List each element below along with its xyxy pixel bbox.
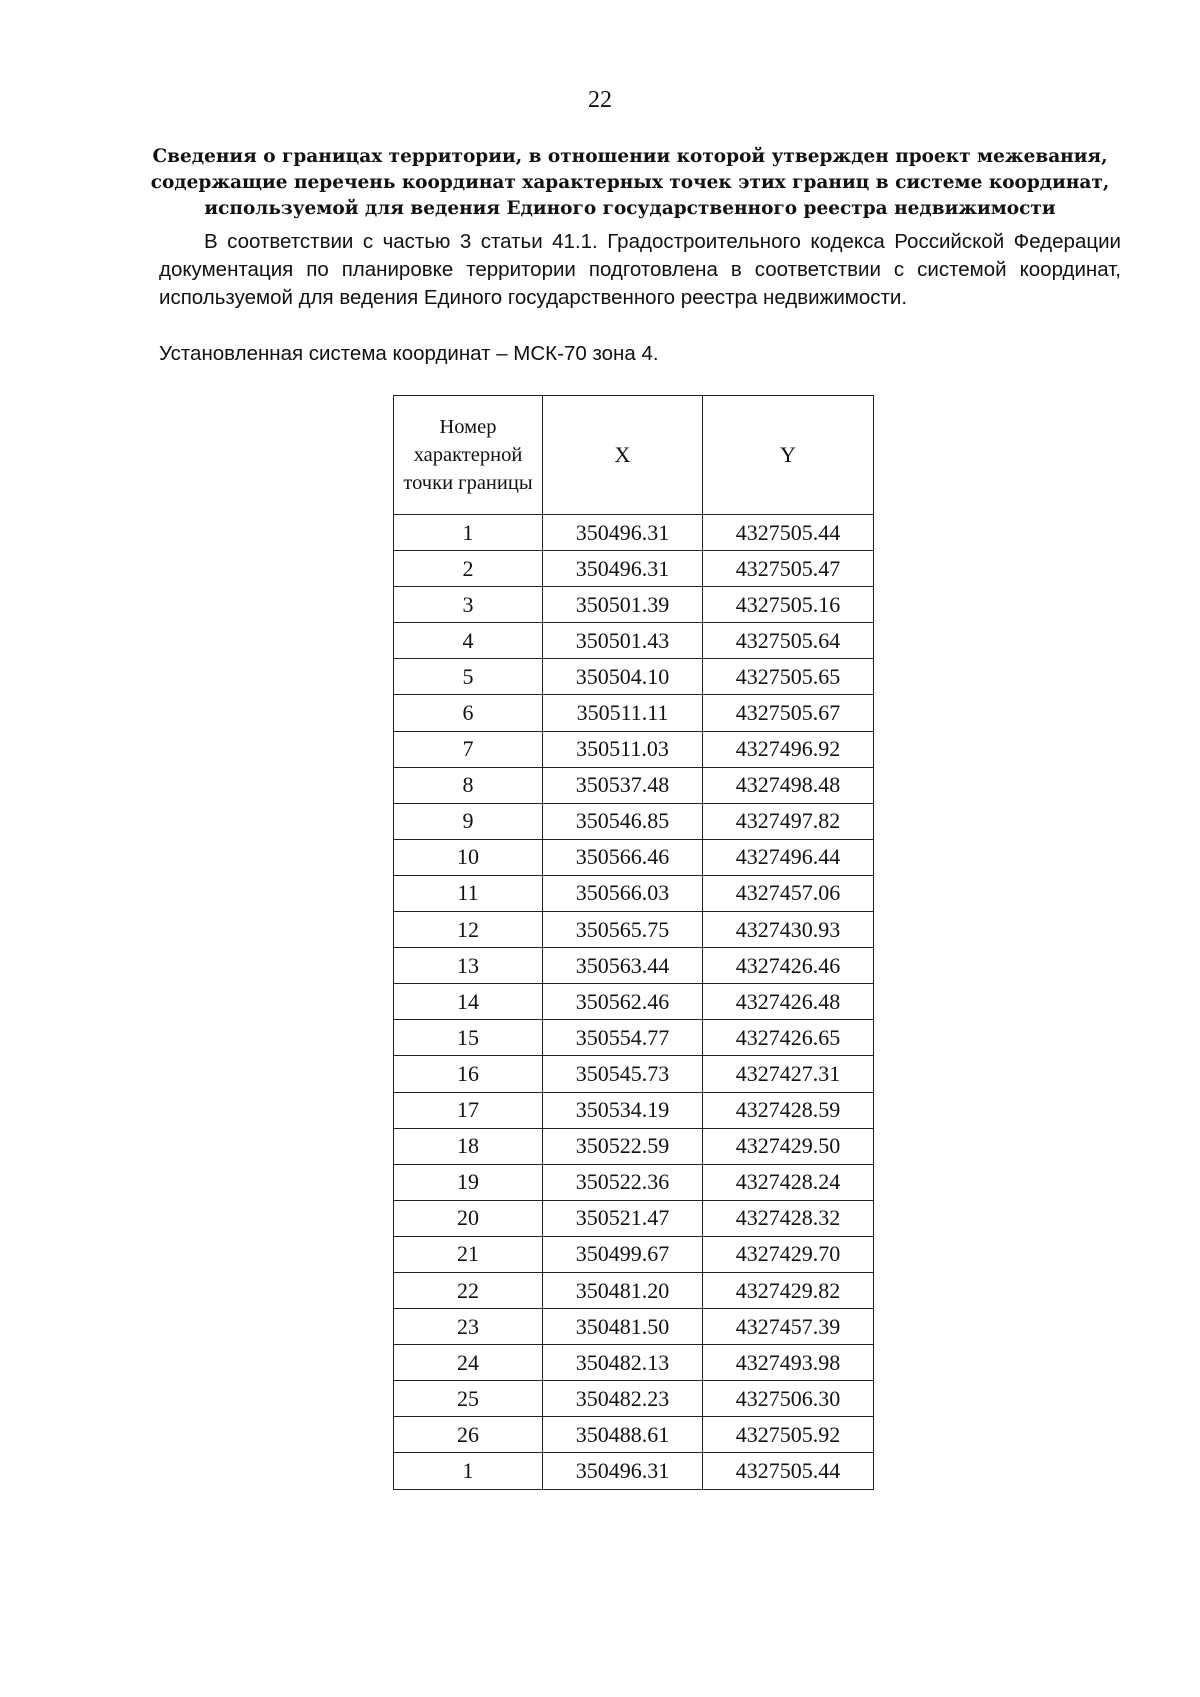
page-number: 22 [588, 87, 612, 113]
cell-y: 4327429.50 [703, 1128, 874, 1164]
cell-x: 350481.50 [543, 1309, 703, 1345]
cell-y: 4327429.82 [703, 1272, 874, 1308]
cell-point-number: 20 [394, 1200, 543, 1236]
cell-y: 4327496.92 [703, 731, 874, 767]
table-row [394, 1381, 874, 1417]
cell-x: 350522.36 [543, 1164, 703, 1200]
cell-y: 4327506.30 [703, 1381, 874, 1417]
cell-point-number: 18 [394, 1128, 543, 1164]
cell-x: 350562.46 [543, 984, 703, 1020]
cell-point-number: 24 [394, 1345, 543, 1381]
cell-y: 4327496.44 [703, 839, 874, 875]
table-row [394, 731, 874, 767]
cell-y: 4327505.44 [703, 1453, 874, 1489]
cell-x: 350496.31 [543, 515, 703, 551]
cell-point-number: 8 [394, 767, 543, 803]
cell-y: 4327426.65 [703, 1020, 874, 1056]
header-x: X [543, 396, 703, 515]
cell-y: 4327457.06 [703, 875, 874, 911]
cell-y: 4327428.59 [703, 1092, 874, 1128]
cell-y: 4327426.46 [703, 948, 874, 984]
table-row [394, 1164, 874, 1200]
cell-y: 4327505.44 [703, 515, 874, 551]
table-row [394, 551, 874, 587]
table-row [394, 984, 874, 1020]
cell-x: 350501.39 [543, 587, 703, 623]
cell-x: 350521.47 [543, 1200, 703, 1236]
cell-x: 350499.67 [543, 1236, 703, 1272]
cell-x: 350546.85 [543, 803, 703, 839]
table-row [394, 1309, 874, 1345]
cell-point-number: 21 [394, 1236, 543, 1272]
table-row [394, 659, 874, 695]
cell-x: 350545.73 [543, 1056, 703, 1092]
cell-point-number: 23 [394, 1309, 543, 1345]
cell-point-number: 5 [394, 659, 543, 695]
table-row [394, 875, 874, 911]
table-row [394, 948, 874, 984]
table-row [394, 1020, 874, 1056]
cell-x: 350496.31 [543, 1453, 703, 1489]
cell-x: 350566.03 [543, 875, 703, 911]
paragraph-coordinate-system: Установленная система координат – МСК-70 зона 4. [159, 342, 659, 365]
table-row [394, 1345, 874, 1381]
cell-point-number: 9 [394, 803, 543, 839]
table-row [394, 623, 874, 659]
cell-x: 350534.19 [543, 1092, 703, 1128]
cell-point-number: 26 [394, 1417, 543, 1453]
cell-point-number: 1 [394, 1453, 543, 1489]
table-row [394, 1453, 874, 1489]
cell-y: 4327427.31 [703, 1056, 874, 1092]
table-header-row [394, 396, 874, 515]
cell-x: 350501.43 [543, 623, 703, 659]
cell-x: 350482.13 [543, 1345, 703, 1381]
cell-y: 4327457.39 [703, 1309, 874, 1345]
table-body [394, 515, 874, 1490]
cell-y: 4327505.47 [703, 551, 874, 587]
cell-y: 4327505.16 [703, 587, 874, 623]
cell-x: 350522.59 [543, 1128, 703, 1164]
cell-point-number: 12 [394, 912, 543, 948]
cell-y: 4327498.48 [703, 767, 874, 803]
cell-y: 4327430.93 [703, 912, 874, 948]
table-row [394, 803, 874, 839]
cell-point-number: 7 [394, 731, 543, 767]
table-row [394, 1236, 874, 1272]
table-row [394, 515, 874, 551]
cell-x: 350482.23 [543, 1381, 703, 1417]
cell-point-number: 15 [394, 1020, 543, 1056]
cell-point-number: 6 [394, 695, 543, 731]
cell-x: 350537.48 [543, 767, 703, 803]
coordinates-table [393, 395, 874, 1490]
cell-point-number: 10 [394, 839, 543, 875]
cell-point-number: 19 [394, 1164, 543, 1200]
cell-y: 4327493.98 [703, 1345, 874, 1381]
cell-x: 350554.77 [543, 1020, 703, 1056]
cell-x: 350488.61 [543, 1417, 703, 1453]
cell-x: 350565.75 [543, 912, 703, 948]
cell-x: 350496.31 [543, 551, 703, 587]
cell-point-number: 11 [394, 875, 543, 911]
cell-y: 4327428.24 [703, 1164, 874, 1200]
cell-point-number: 16 [394, 1056, 543, 1092]
header-point-number: Номер характерной точки границы [394, 396, 543, 515]
cell-x: 350511.11 [543, 695, 703, 731]
table-row [394, 1056, 874, 1092]
cell-x: 350481.20 [543, 1272, 703, 1308]
cell-point-number: 1 [394, 515, 543, 551]
cell-y: 4327505.64 [703, 623, 874, 659]
cell-x: 350504.10 [543, 659, 703, 695]
table-row [394, 1092, 874, 1128]
table-row [394, 1128, 874, 1164]
table-row [394, 587, 874, 623]
cell-y: 4327497.82 [703, 803, 874, 839]
paragraph-coordinate-basis: В соответствии с частью 3 статьи 41.1. Градостроительного кодекса Российской Федерации документация по планировке территории подготовлена в соответствии с системой координат, используемой для ведения Единого государственного реестра недвижимости. [159, 230, 1121, 309]
cell-x: 350566.46 [543, 839, 703, 875]
cell-point-number: 14 [394, 984, 543, 1020]
table-row [394, 1417, 874, 1453]
cell-point-number: 4 [394, 623, 543, 659]
document-heading: Сведения о границах территории, в отношении которой утвержден проект межевания, содержащие перечень координат характерных точек этих границ в системе координат, используемой для ведения Единого государственного реестра недвижимости [150, 146, 1110, 219]
table-row [394, 1272, 874, 1308]
cell-y: 4327505.67 [703, 695, 874, 731]
cell-point-number: 2 [394, 551, 543, 587]
cell-point-number: 3 [394, 587, 543, 623]
cell-y: 4327426.48 [703, 984, 874, 1020]
table-row [394, 1200, 874, 1236]
cell-x: 350563.44 [543, 948, 703, 984]
cell-x: 350511.03 [543, 731, 703, 767]
cell-y: 4327505.92 [703, 1417, 874, 1453]
cell-y: 4327428.32 [703, 1200, 874, 1236]
table-row [394, 695, 874, 731]
table-row [394, 839, 874, 875]
table-row [394, 767, 874, 803]
cell-y: 4327505.65 [703, 659, 874, 695]
cell-point-number: 25 [394, 1381, 543, 1417]
cell-y: 4327429.70 [703, 1236, 874, 1272]
header-y: Y [703, 396, 874, 515]
cell-point-number: 17 [394, 1092, 543, 1128]
table-row [394, 912, 874, 948]
cell-point-number: 22 [394, 1272, 543, 1308]
cell-point-number: 13 [394, 948, 543, 984]
